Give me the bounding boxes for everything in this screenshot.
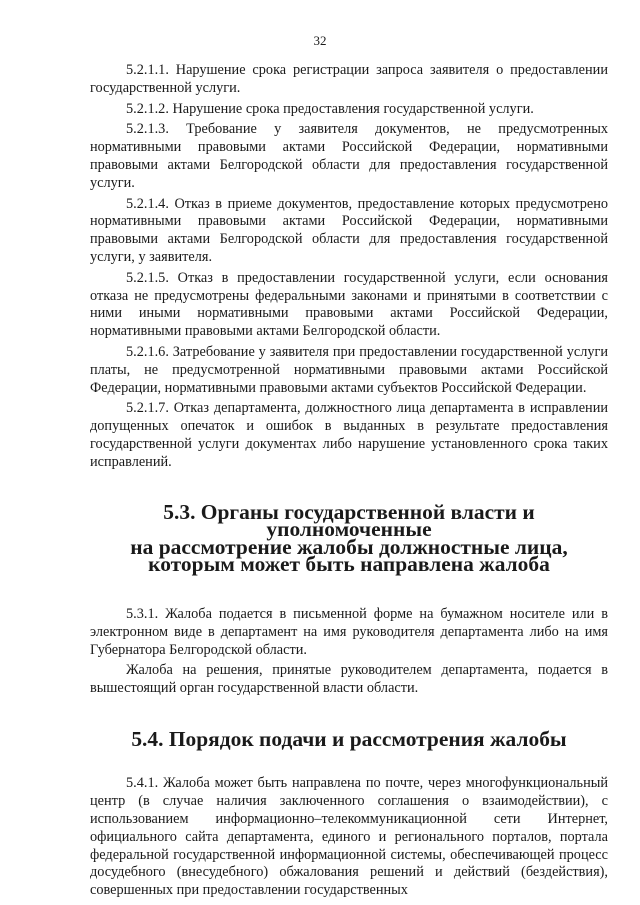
clause-5-2-1-4: 5.2.1.4. Отказ в приеме документов, предоставление которых предусмотрено нормативными правовыми актами Российской Федерации, нормативными правовыми актами Белгородской области для предоставления государственной услуги, у заявителя. [90,195,608,265]
section-5-3-heading-line1: 5.3. Органы государственной власти и уполномоченные [163,499,535,542]
section-5-4-heading: 5.4. Порядок подачи и рассмотрения жалобы [131,726,567,751]
clause-5-2-1-6: 5.2.1.6. Затребование у заявителя при предоставлении государственной услуги платы, не предусмотренной нормативными правовыми актами Российской Федерации, нормативными правовыми актами субъектов Российской Федерации. [90,343,608,396]
clause-5-2-1-2: 5.2.1.2. Нарушение срока предоставления государственной услуги. [126,100,534,117]
document-body [90,62,608,903]
clause-5-2-1-5: 5.2.1.5. Отказ в предоставлении государственной услуги, если основания отказа не предусмотрены федеральными законами и принятыми в соответствии с ними иными нормативными правовыми актами Российской Федерации, нормативными правовыми актами Белгородской области. [90,269,608,340]
clause-5-3-1: 5.3.1. Жалоба подается в письменной форме на бумажном носителе или в электронном виде в департамент на имя руководителя департамента либо на имя Губернатора Белгородской области. [90,605,608,658]
section-5-3-heading [90,499,608,577]
clause-5-2-1-3: 5.2.1.3. Требование у заявителя документов, не предусмотренных нормативными правовыми актами Российской Федерации, нормативными правовыми актами Белгородской области для предоставления государственной услуги. [90,121,608,191]
clause-5-4-1: 5.4.1. Жалоба может быть направлена по почте, через многофункциональный центр (в случае наличия заключенного соглашения о взаимодействии), с использованием информационно–телекоммуникационной сети Интернет, официального сайта департамента, единого и регионального порталов, портала федеральной государственной информационной системы, обеспечивающей процесс досудебного (внесудебного) обжалования решений и действий (бездействия), совершенных при предоставлении государственных [90,775,608,899]
section-5-3-heading-line3: которым может быть направлена жалоба [148,552,550,577]
clause-5-3-1-appeal: Жалоба на решения, принятые руководителем департамента, подается в вышестоящий орган государственной власти области. [90,662,608,697]
section-5-3-heading-line2: на рассмотрение жалобы должностные лица, [130,534,568,559]
clause-5-2-1-1: 5.2.1.1. Нарушение срока регистрации запроса заявителя о предоставлении государственной услуги. [90,62,608,96]
page-number: 32 [313,33,327,48]
clause-5-2-1-7: 5.2.1.7. Отказ департамента, должностного лица департамента в исправлении допущенных опечаток и ошибок в выданных в результате предоставления государственной услуги документах либо нарушение установленного срока таких исправлений. [90,400,608,470]
